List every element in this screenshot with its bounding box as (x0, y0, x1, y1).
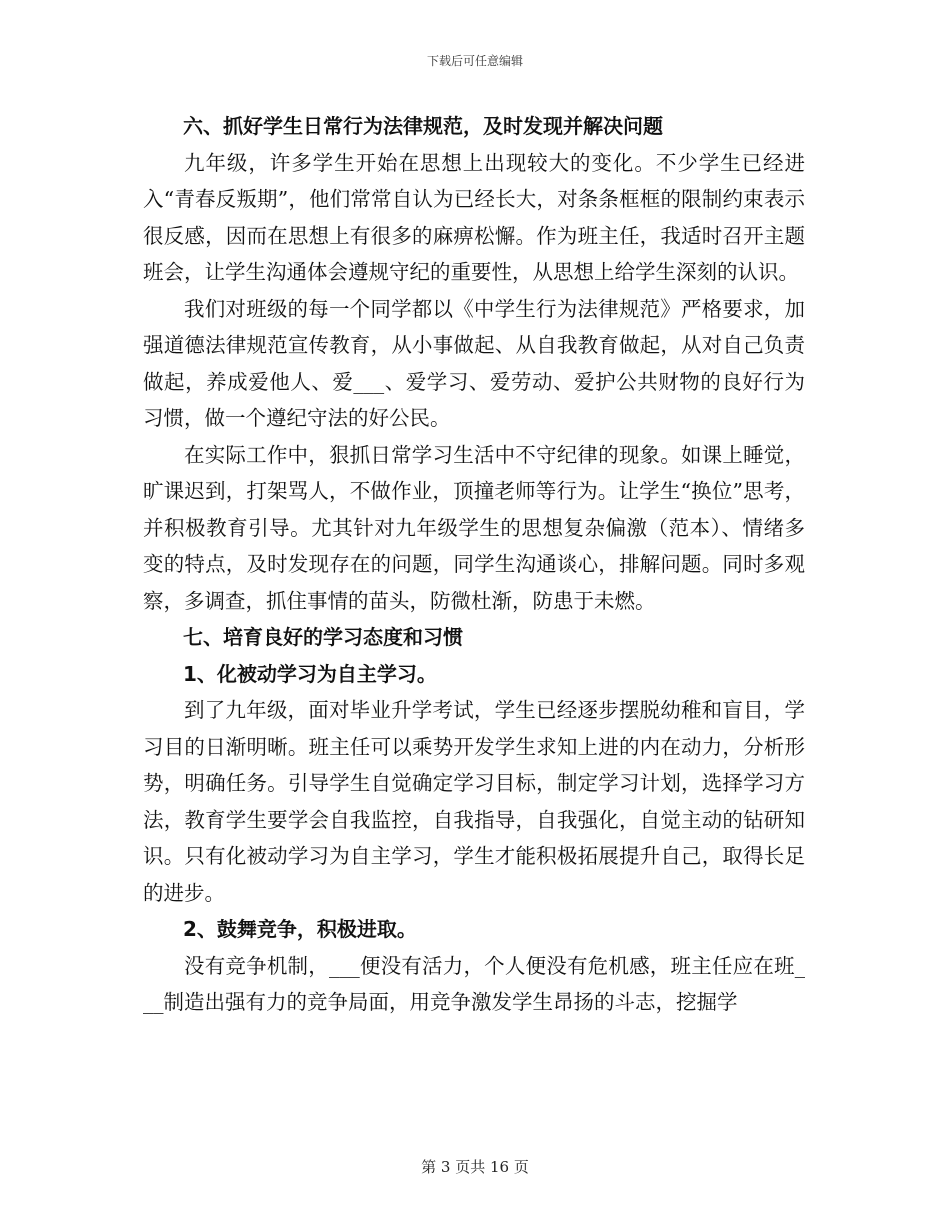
subsection-1-heading: 1、化被动学习为自主学习。 (183, 661, 437, 686)
subsection-2-paragraph: 没有竞争机制，___便没有活力，个人便没有危机感，班主任应在班___制造出强有力的竞争局面，用竞争激发学生昂扬的斗志，挖掘学 (143, 953, 805, 1014)
section-6-paragraph-2: 我们对班级的每一个同学都以《中学生行为法律规范》严格要求，加强道德法律规范宣传教育，从小事做起、从自我教育做起，从对自己负责做起，养成爱他人、爱___、爱学习、爱劳动、爱护公共财物的良好行为习惯，做一个遵纪守法的好公民。 (143, 296, 805, 430)
section-6-paragraph-1: 九年级，许多学生开始在思想上出现较大的变化。不少学生已经进入“青春反叛期”，他们常常自认为已经长大，对条条框框的限制约束表示很反感，因而在思想上有很多的麻痹松懈。作为班主任，我适时召开主题班会，让学生沟通体会遵规守纪的重要性，从思想上给学生深刻的认识。 (143, 150, 805, 284)
section-6-paragraph-3: 在实际工作中，狠抓日常学习生活中不守纪律的现象。如课上睡觉，旷课迟到，打架骂人，不做作业，顶撞老师等行为。让学生“换位”思考，并积极教育引导。尤其针对九年级学生的思想复杂偏激（范本）、情绪多变的特点，及时发现存在的问题，同学生沟通谈心，排解问题。同时多观察，多调查，抓住事情的苗头，防微杜渐，防患于未燃。 (143, 442, 805, 613)
page-header-note: 下载后可任意编辑 (426, 54, 523, 68)
subsection-2-heading: 2、鼓舞竞争，积极进取。 (183, 917, 417, 941)
page-number-footer: 第 3 页共 16 页 (421, 1158, 529, 1176)
section-6-heading: 六、抓好学生日常行为法律规范，及时发现并解决问题 (183, 114, 663, 138)
section-7-heading: 七、培育良好的学习态度和习惯 (183, 625, 463, 649)
document-body (143, 108, 805, 1021)
subsection-1-paragraph: 到了九年级，面对毕业升学考试，学生已经逐步摆脱幼稚和盲目，学习目的日渐明晰。班主任可以乘势开发学生求知上进的内在动力，分析形势，明确任务。引导学生自觉确定学习目标，制定学习计划，选择学习方法，教育学生要学会自我监控，自我指导，自我强化，自觉主动的钻研知识。只有化被动学习为自主学习，学生才能积极拓展提升自己，取得长足的进步。 (143, 698, 805, 905)
